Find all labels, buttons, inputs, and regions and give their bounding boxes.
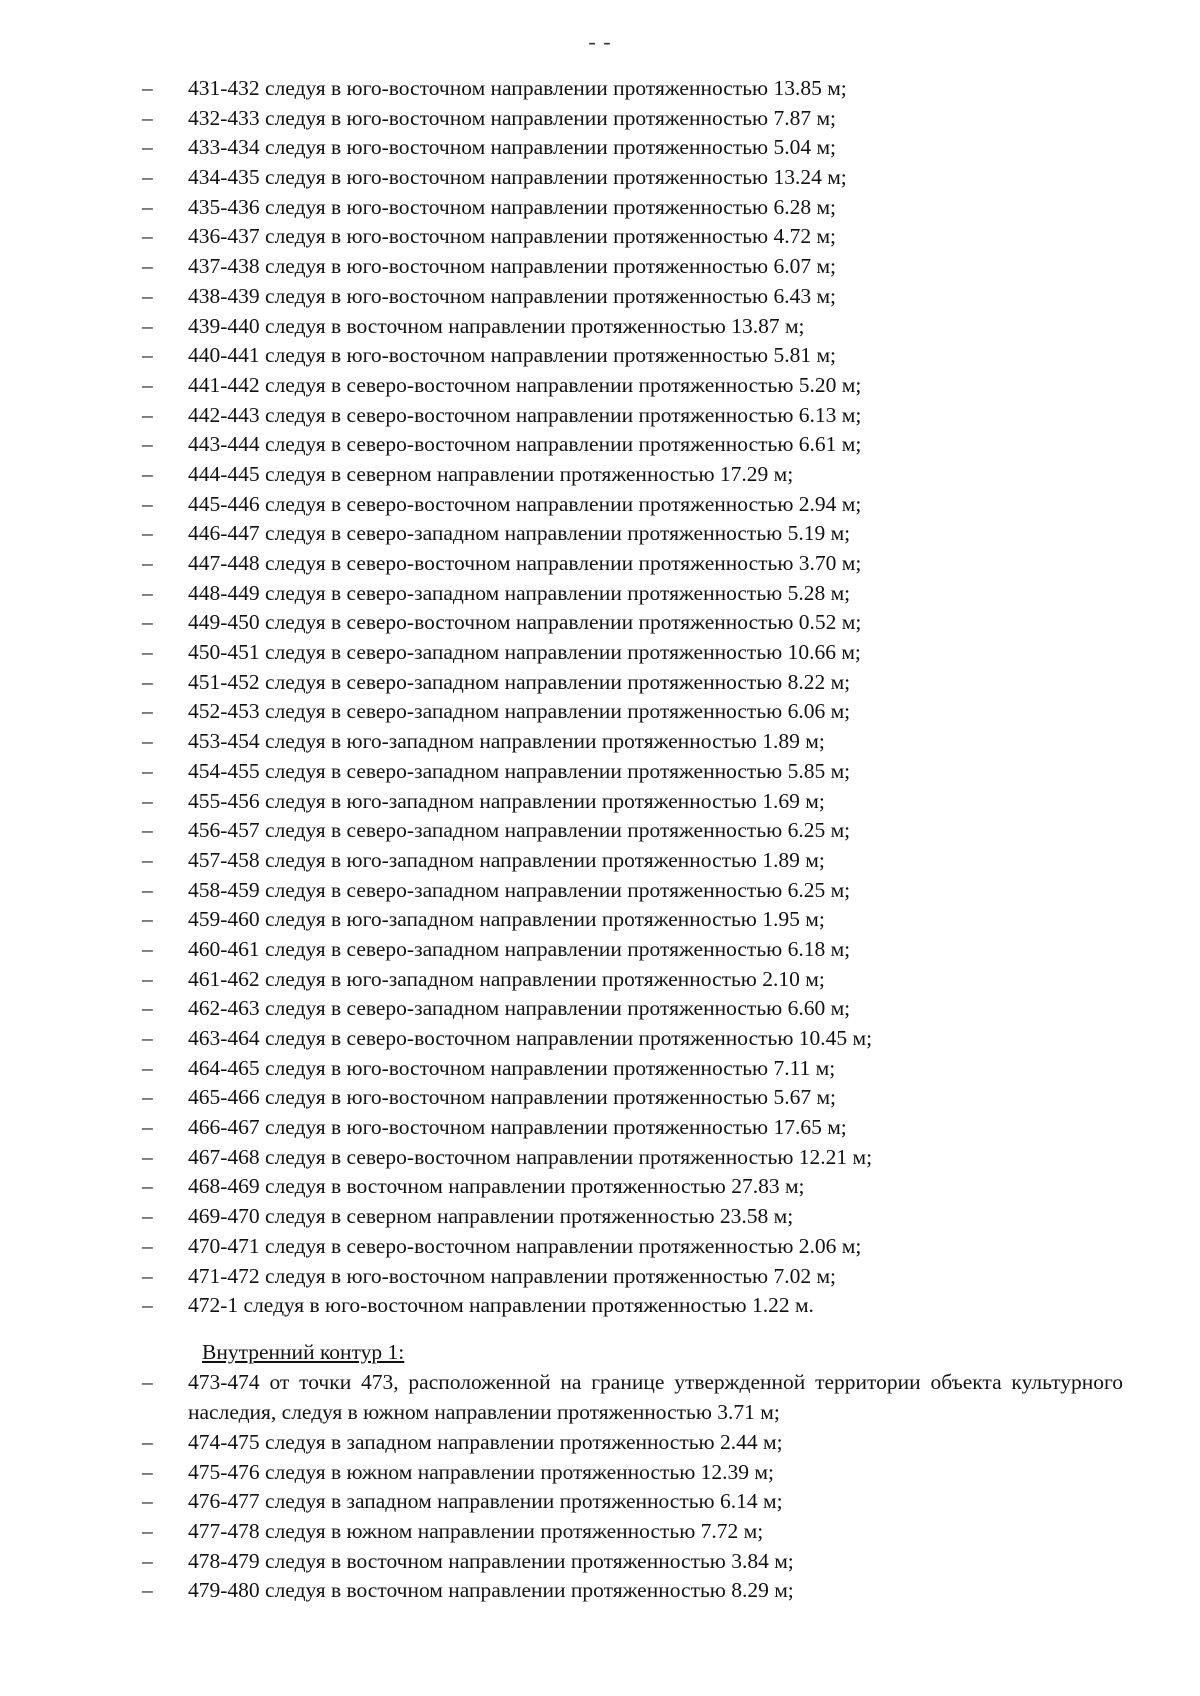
- list-item-text: 467-468 следуя в северо-восточном направлении протяженностью 12.21 м;: [188, 1144, 873, 1169]
- bullet-dash: –: [142, 966, 153, 991]
- bullet-dash: –: [142, 669, 153, 694]
- list-item-text: 451-452 следуя в северо-западном направлении протяженностью 8.22 м;: [188, 669, 851, 694]
- list-item: [0, 1232, 1200, 1262]
- bullet-dash: –: [142, 1263, 153, 1288]
- list-item: [0, 727, 1200, 757]
- bullet-dash: –: [142, 76, 153, 100]
- bullet-dash: –: [142, 758, 153, 783]
- list-item: [0, 1054, 1200, 1084]
- list-item-text: 470-471 следуя в северо-восточном направлении протяженностью 2.06 м;: [188, 1233, 862, 1258]
- bullet-dash: –: [142, 432, 153, 457]
- list-item: [0, 519, 1200, 549]
- list-item: [0, 1172, 1200, 1202]
- list-item: [0, 490, 1200, 520]
- boundary-segment-list: [0, 74, 1200, 1321]
- list-item: [0, 341, 1200, 371]
- list-item: [0, 935, 1200, 965]
- list-item: [0, 1487, 1200, 1517]
- list-item: [0, 1262, 1200, 1292]
- list-item-text: 442-443 следуя в северо-восточном направлении протяженностью 6.13 м;: [188, 402, 862, 427]
- bullet-dash: –: [142, 1459, 153, 1484]
- list-item: [0, 905, 1200, 935]
- list-item: [0, 163, 1200, 193]
- list-item: [0, 252, 1200, 282]
- bullet-dash: –: [142, 1233, 153, 1258]
- bullet-dash: –: [142, 521, 153, 546]
- bullet-dash: –: [142, 907, 153, 932]
- bullet-dash: –: [142, 996, 153, 1021]
- list-item-text: 439-440 следуя в восточном направлении протяженностью 13.87 м;: [188, 313, 805, 338]
- list-item-text: 444-445 следуя в северном направлении протяженностью 17.29 м;: [188, 461, 794, 486]
- list-item-text: 478-479 следуя в восточном направлении протяженностью 3.84 м;: [188, 1548, 794, 1573]
- list-item: [0, 193, 1200, 223]
- bullet-dash: –: [142, 936, 153, 961]
- bullet-dash: –: [142, 1370, 153, 1394]
- list-item-text: 469-470 следуя в северном направлении протяженностью 23.58 м;: [188, 1204, 794, 1229]
- list-item: [0, 549, 1200, 579]
- bullet-dash: –: [142, 640, 153, 665]
- bullet-dash: –: [142, 877, 153, 902]
- list-item: [0, 994, 1200, 1024]
- bullet-dash: –: [142, 1489, 153, 1514]
- list-item-text: 453-454 следуя в юго-западном направлении протяженностью 1.89 м;: [188, 729, 825, 754]
- bullet-dash: –: [142, 461, 153, 486]
- list-item: [0, 401, 1200, 431]
- list-item-text: 457-458 следуя в юго-западном направлении протяженностью 1.89 м;: [188, 847, 825, 872]
- list-item-text: 455-456 следуя в юго-западном направлении протяженностью 1.69 м;: [188, 788, 825, 813]
- list-item-text: 441-442 следуя в северо-восточном направлении протяженностью 5.20 м;: [188, 372, 862, 397]
- bullet-dash: –: [142, 135, 153, 160]
- list-item: [0, 371, 1200, 401]
- bullet-dash: –: [142, 343, 153, 368]
- bullet-dash: –: [142, 788, 153, 813]
- bullet-dash: –: [142, 1293, 153, 1318]
- bullet-dash: –: [142, 313, 153, 338]
- bullet-dash: –: [142, 699, 153, 724]
- bullet-dash: –: [142, 1026, 153, 1050]
- list-item-text: 464-465 следуя в юго-восточном направлении протяженностью 7.11 м;: [188, 1055, 836, 1080]
- list-item-text: 432-433 следуя в юго-восточном направлении протяженностью 7.87 м;: [188, 105, 837, 130]
- bullet-dash: –: [142, 1115, 153, 1140]
- list-item: [0, 608, 1200, 638]
- list-item-text: 477-478 следуя в южном направлении протяженностью 7.72 м;: [188, 1519, 764, 1544]
- list-item-text: 443-444 следуя в северо-восточном направлении протяженностью 6.61 м;: [188, 432, 862, 457]
- bullet-dash: –: [142, 372, 153, 397]
- list-item-text: 454-455 следуя в северо-западном направлении протяженностью 5.85 м;: [188, 758, 851, 783]
- list-item: [0, 1547, 1200, 1577]
- list-item: [0, 1083, 1200, 1113]
- inner-contour-title: Внутренний контур 1:: [202, 1340, 405, 1364]
- list-item: [0, 1428, 1200, 1458]
- list-item: [0, 1517, 1200, 1547]
- list-item-text: 463-464 следуя в северо-восточном направлении протяженностью 10.45 м;: [188, 1026, 873, 1050]
- bullet-dash: –: [142, 1144, 153, 1169]
- list-item-text: 450-451 следуя в северо-западном направлении протяженностью 10.66 м;: [188, 640, 861, 665]
- list-item-text: 452-453 следуя в северо-западном направлении протяженностью 6.06 м;: [188, 699, 851, 724]
- inner-contour-list: [0, 1368, 1200, 1606]
- list-item-text: 438-439 следуя в юго-восточном направлении протяженностью 6.43 м;: [188, 283, 837, 308]
- list-item: [0, 430, 1200, 460]
- list-item: [0, 579, 1200, 609]
- page-number: - -: [588, 29, 612, 54]
- list-item: [0, 312, 1200, 342]
- list-item: [0, 876, 1200, 906]
- bullet-dash: –: [142, 105, 153, 130]
- list-item: [0, 1024, 1200, 1054]
- list-item-text: 472-1 следуя в юго-восточном направлении протяженностью 1.22 м.: [188, 1293, 814, 1318]
- list-item-text: 447-448 следуя в северо-восточном направлении протяженностью 3.70 м;: [188, 551, 862, 575]
- bullet-dash: –: [142, 491, 153, 516]
- bullet-dash: –: [142, 194, 153, 219]
- list-item: [0, 1576, 1200, 1606]
- list-item-text: 462-463 следуя в северо-западном направлении протяженностью 6.60 м;: [188, 996, 851, 1021]
- list-item: [0, 104, 1200, 134]
- list-item: [0, 222, 1200, 252]
- list-item-text: 476-477 следуя в западном направлении протяженностью 6.14 м;: [188, 1489, 783, 1514]
- bullet-dash: –: [142, 402, 153, 427]
- list-item-text: 471-472 следуя в юго-восточном направлении протяженностью 7.02 м;: [188, 1263, 837, 1288]
- list-item-text: 437-438 следуя в юго-восточном направлении протяженностью 6.07 м;: [188, 254, 837, 279]
- bullet-dash: –: [142, 1578, 153, 1603]
- bullet-dash: –: [142, 283, 153, 308]
- bullet-dash: –: [142, 254, 153, 279]
- list-item: [0, 668, 1200, 698]
- list-item-text: 433-434 следуя в юго-восточном направлении протяженностью 5.04 м;: [188, 135, 837, 160]
- bullet-dash: –: [142, 1085, 153, 1110]
- bullet-dash: –: [142, 1174, 153, 1199]
- list-item: [0, 638, 1200, 668]
- list-item-text: 448-449 следуя в северо-западном направлении протяженностью 5.28 м;: [188, 580, 851, 605]
- list-item-text: 445-446 следуя в северо-восточном направлении протяженностью 2.94 м;: [188, 491, 862, 516]
- list-item-text: 466-467 следуя в юго-восточном направлении протяженностью 17.65 м;: [188, 1115, 847, 1140]
- list-item-text: 431-432 следуя в юго-восточном направлении протяженностью 13.85 м;: [188, 76, 847, 100]
- list-item-text: 473-474 от точки 473, расположенной на границе утвержденной территории объекта культурного наследия, следуя в южном направлении протяженностью 3.71 м;: [188, 1370, 1123, 1424]
- list-item-text: 436-437 следуя в юго-восточном направлении протяженностью 4.72 м;: [188, 224, 837, 249]
- list-item: [0, 460, 1200, 490]
- list-item: [0, 133, 1200, 163]
- list-item: [0, 1202, 1200, 1232]
- list-item-text: 465-466 следуя в юго-восточном направлении протяженностью 5.67 м;: [188, 1085, 837, 1110]
- list-item-text: 460-461 следуя в северо-западном направлении протяженностью 6.18 м;: [188, 936, 851, 961]
- list-item: [0, 787, 1200, 817]
- list-item-text: 449-450 следуя в северо-восточном направлении протяженностью 0.52 м;: [188, 610, 862, 635]
- list-item-text: 440-441 следуя в юго-восточном направлении протяженностью 5.81 м;: [188, 343, 837, 368]
- list-item: [0, 1291, 1200, 1321]
- bullet-dash: –: [142, 1055, 153, 1080]
- list-item-text: 459-460 следуя в юго-западном направлении протяженностью 1.95 м;: [188, 907, 825, 932]
- bullet-dash: –: [142, 1519, 153, 1544]
- bullet-dash: –: [142, 1430, 153, 1454]
- bullet-dash: –: [142, 551, 153, 575]
- bullet-dash: –: [142, 847, 153, 872]
- list-item: [0, 1368, 1200, 1428]
- list-item: [0, 282, 1200, 312]
- list-item-text: 435-436 следуя в юго-восточном направлении протяженностью 6.28 м;: [188, 194, 837, 219]
- bullet-dash: –: [142, 580, 153, 605]
- list-item: [0, 816, 1200, 846]
- bullet-dash: –: [142, 1548, 153, 1573]
- list-item: [0, 1458, 1200, 1488]
- bullet-dash: –: [142, 729, 153, 754]
- list-item-text: 456-457 следуя в северо-западном направлении протяженностью 6.25 м;: [188, 818, 851, 843]
- list-item-text: 458-459 следуя в северо-западном направлении протяженностью 6.25 м;: [188, 877, 851, 902]
- list-item: [0, 1143, 1200, 1173]
- list-item-text: 479-480 следуя в восточном направлении протяженностью 8.29 м;: [188, 1578, 794, 1603]
- bullet-dash: –: [142, 224, 153, 249]
- bullet-dash: –: [142, 610, 153, 635]
- list-item: [0, 757, 1200, 787]
- list-item-text: 475-476 следуя в южном направлении протяженностью 12.39 м;: [188, 1459, 774, 1484]
- list-item: [0, 697, 1200, 727]
- list-item-text: 468-469 следуя в восточном направлении протяженностью 27.83 м;: [188, 1174, 805, 1199]
- list-item-text: 461-462 следуя в юго-западном направлении протяженностью 2.10 м;: [188, 966, 825, 991]
- bullet-dash: –: [142, 1204, 153, 1229]
- bullet-dash: –: [142, 818, 153, 843]
- list-item: [0, 846, 1200, 876]
- list-item-text: 446-447 следуя в северо-западном направлении протяженностью 5.19 м;: [188, 521, 851, 546]
- list-item: [0, 1113, 1200, 1143]
- list-item: [0, 74, 1200, 104]
- list-item: [0, 965, 1200, 995]
- list-item-text: 474-475 следуя в западном направлении протяженностью 2.44 м;: [188, 1430, 783, 1454]
- bullet-dash: –: [142, 165, 153, 190]
- list-item-text: 434-435 следуя в юго-восточном направлении протяженностью 13.24 м;: [188, 165, 847, 190]
